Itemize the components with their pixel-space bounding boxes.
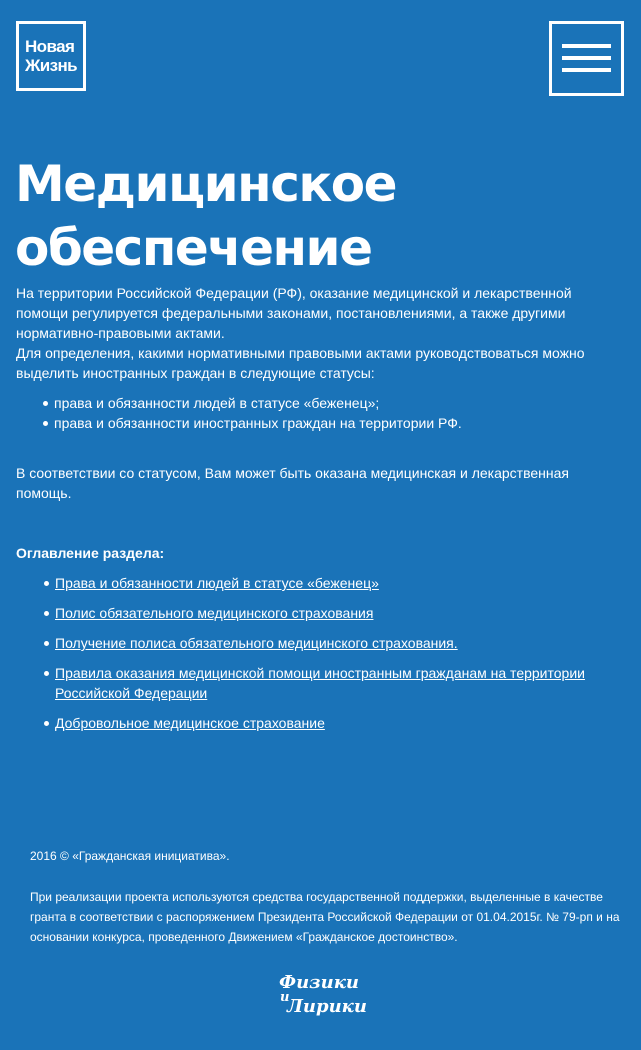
hamburger-menu-icon-bar bbox=[562, 56, 611, 60]
footer-copyright: 2016 © «Гражданская инициатива». bbox=[30, 849, 230, 863]
status-list bbox=[16, 393, 606, 433]
toc-link-voluntary-insurance[interactable]: Добровольное медицинское страхование bbox=[55, 715, 325, 731]
article-content bbox=[16, 283, 606, 743]
partner-logo-line-1: Физики bbox=[279, 972, 360, 993]
logo-line-2: Жизнь bbox=[25, 56, 77, 75]
table-of-contents bbox=[16, 573, 606, 733]
toc-link-medical-care-rules[interactable]: Правила оказания медицинской помощи иностранным гражданам на территории Российской Федерации bbox=[55, 665, 585, 701]
partner-logo-connector: и bbox=[280, 990, 290, 1005]
toc-link-oms-policy[interactable]: Полис обязательного медицинского страхования bbox=[55, 605, 374, 621]
toc-item bbox=[55, 603, 606, 623]
intro-paragraph: На территории Российской Федерации (РФ), оказание медицинской и лекарственной помощи регулируется федеральными законами, постановлениями, а также другими нормативно-правовыми актами. bbox=[16, 285, 572, 341]
table-of-contents-heading: Оглавление раздела: bbox=[16, 545, 165, 561]
toc-item bbox=[55, 573, 606, 593]
partner-logo-line-2: Лирики bbox=[287, 996, 367, 1017]
page-title-line-2: обеспечение bbox=[15, 219, 372, 277]
toc-item bbox=[55, 713, 606, 733]
new-life-logo[interactable] bbox=[16, 21, 86, 91]
fiziki-i-liriki-logo[interactable] bbox=[275, 970, 367, 1020]
definition-paragraph: Для определения, какими нормативными правовыми актами руководствоваться можно выделить иностранных граждан в следующие статусы: bbox=[16, 345, 585, 381]
page-title bbox=[15, 152, 615, 280]
hamburger-menu-icon-bar bbox=[562, 44, 611, 48]
status-list-item: права и обязанности людей в статусе «беженец»; bbox=[54, 393, 606, 413]
toc-item bbox=[55, 633, 606, 653]
page-footer bbox=[30, 846, 620, 947]
page-title-line-1: Медицинское bbox=[15, 155, 397, 213]
toc-link-getting-oms-policy[interactable]: Получение полиса обязательного медицинского страхования. bbox=[55, 635, 458, 651]
status-help-paragraph: В соответствии со статусом, Вам может быть оказана медицинская и лекарственная помощь. bbox=[16, 465, 569, 501]
hamburger-menu-button[interactable] bbox=[549, 21, 624, 96]
hamburger-menu-icon-bar bbox=[562, 68, 611, 72]
toc-link-refugee-rights[interactable]: Права и обязанности людей в статусе «беженец» bbox=[55, 575, 379, 591]
toc-item bbox=[55, 663, 606, 703]
status-list-item: права и обязанности иностранных граждан на территории РФ. bbox=[54, 413, 606, 433]
logo-line-1: Новая bbox=[25, 37, 75, 56]
footer-grant-text: При реализации проекта используются средства государственной поддержки, выделенные в качестве гранта в соответствии с распоряжением Президента Российской Федерации от 01.04.2015г. № 79-рп и на основании конкурса, проведенного Движением «Гражданское достоинство». bbox=[30, 890, 620, 944]
